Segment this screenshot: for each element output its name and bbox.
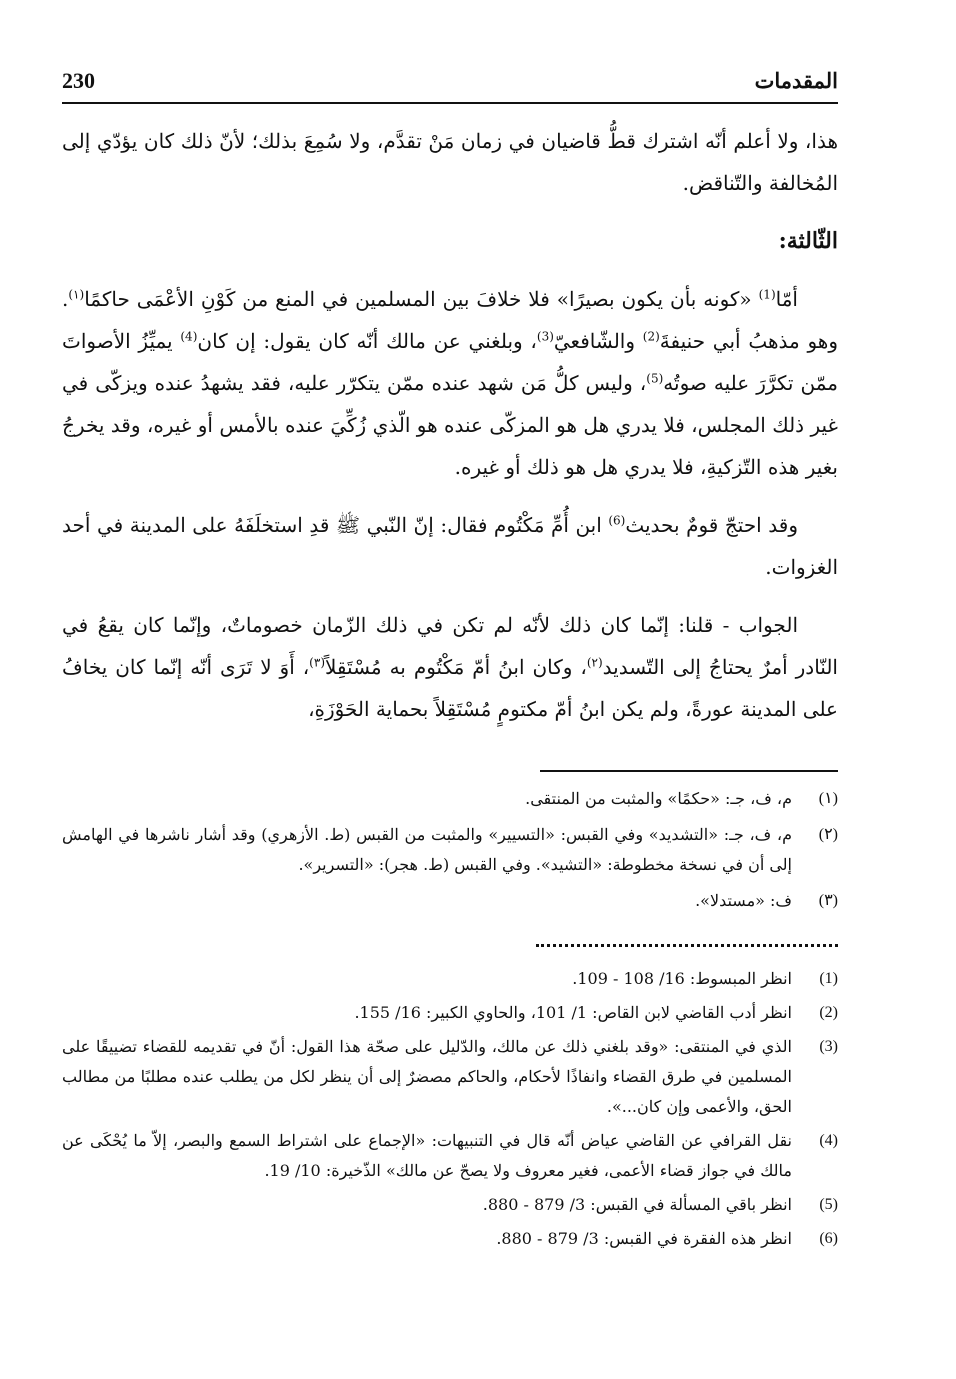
text-run: ، وليس كلُّ مَن شهد عنده ممّن يتكرّر عليه، فقد يشهدُ عنده ويزكّى في غير ذلك المجلس، فلا يدري هل هو المزكّى عنده هو الّذي زُكِّيَ عنده بالأمس أو غيره، وقد يخرجُ بغير هذه التّزكيةِ، فلا يدري هل هو ذلك أو غيره. xyxy=(62,371,838,479)
paragraph-3 xyxy=(62,504,838,588)
footnote-number: (3) xyxy=(819,1038,838,1055)
footnote-ref: (١) xyxy=(68,287,85,302)
footnote-text: انظر هذه الفقرة في القبس: 3/ 879 - 880. xyxy=(496,1229,792,1248)
footnote-number: (٣) xyxy=(818,892,838,909)
footnote-number: (4) xyxy=(819,1132,838,1149)
running-head: المقدمات xyxy=(754,68,838,93)
paragraph-4 xyxy=(62,604,838,730)
text-run: وقد احتجّ قومٌ بحديث xyxy=(625,513,798,537)
footnote-text: نقل القرافي عن القاضي عياض أنّه قال في التنبيهات: «الإجماع على اشتراط السمع والبصر، إلاّ ما يُحْكَى عن مالك في جواز قضاء الأعمى، فغير معروف ولا يصحّ عن مالك» الذّخيرة: 10/ 19. xyxy=(62,1131,792,1180)
text-run: والشّافعيّ xyxy=(553,329,643,353)
footnote-text: انظر باقي المسألة في القبس: 3/ 879 - 880. xyxy=(482,1195,792,1214)
footnote-item xyxy=(62,1190,838,1220)
footnote-text: انظر أدب القاضي لابن القاص: 1/ 101، والحاوي الكبير: 16/ 155. xyxy=(354,1003,792,1022)
paragraph-1: هذا، ولا أعلم أنّه اشترك قطُّ قاضيان في زمان مَنْ تقدَّم، ولا سُمِعَ بذلك؛ لأنّ ذلك كان يؤدّي إلى المُخالفة والتّناقض. xyxy=(62,129,838,195)
variant-footnotes xyxy=(62,784,838,922)
source-footnotes xyxy=(62,964,838,1258)
footnote-text: الذي في المنتقى: «وقد بلغني ذلك عن مالك، والدّليل على صحّة هذا القول: أنّ في تقديمه للقضاء تضييقًا على المسلمين في طرق القضاء وانفاذًا لأحكام، والحاكم مصضرٌ إلى أن ينظر لكل من يطلب عنده مطلبًا من مطالب الحق، والأعمى وإن كان...». xyxy=(62,1037,792,1116)
footnote-ref: (3) xyxy=(536,329,554,344)
footnote-item xyxy=(62,964,838,994)
footnote-item xyxy=(62,820,838,880)
footnote-item xyxy=(62,1126,838,1186)
text-run: يميِّزُ الأصواتَ ممّن تكرَّرَ عليه صوتُه xyxy=(62,329,838,395)
footnote-separator xyxy=(540,770,838,772)
footnote-ref: (٣) xyxy=(309,655,325,670)
footnote-item xyxy=(62,998,838,1028)
text-run: ، وبلغني عن مالك أنّه كان يقول: إن كان xyxy=(197,329,537,353)
footnote-number: (5) xyxy=(819,1196,838,1213)
footnote-ref: (٢) xyxy=(586,655,603,670)
footnote-number: (1) xyxy=(819,970,838,987)
footnote-ref: (1) xyxy=(758,287,776,302)
footnote-item xyxy=(62,1032,838,1122)
page-header xyxy=(62,62,838,104)
text-run: الجواب - قلنا: إنّما كان ذلك لأنّه لم تكن في ذلك الزّمان خصوماتٌ، وإنّما كان يقعُ في النّادر أمرٌ يحتاجُ إلى التّسديد xyxy=(62,613,838,679)
dotted-separator xyxy=(536,944,838,947)
footnote-number: (2) xyxy=(819,1004,838,1021)
footnote-item xyxy=(62,886,838,916)
footnote-ref: (4) xyxy=(180,329,198,344)
footnote-text: ف: «مستدلا». xyxy=(695,891,792,910)
page-number: 230 xyxy=(62,68,95,93)
footnote-text: انظر المبسوط: 16/ 108 - 109. xyxy=(572,969,792,988)
footnote-number: (6) xyxy=(819,1230,838,1247)
text-run: ، أَوَ لا تَرَى أنّه إنّما كان يخافُ على المدينة عورةً، ولم يكن ابنُ أمّ مكتومٍ مُسْتَقِلاً بحماية الحَوْزَةِ، xyxy=(62,655,838,721)
text-run: أمّا xyxy=(775,287,798,311)
footnote-ref: (5) xyxy=(646,371,664,386)
footnote-number: (١) xyxy=(818,790,838,807)
footnote-ref: (2) xyxy=(642,329,660,344)
paragraph-2 xyxy=(62,278,838,488)
footnote-item xyxy=(62,1224,838,1254)
text-run: «كونه بأن يكون بصيرًا» فلا خلافَ بين المسلمين في المنع من كَوْنِ الأعْمَى حاكمًا xyxy=(84,287,759,311)
footnote-text: م، ف، جـ: «التشديد» وفي القبس: «التسيير» والمثبت من القبس (ط. الأزهري) وقد أشار ناشرها في الهامش إلى أن في نسخة مخطوطة: «التشيد». وفي القبس (ط. هجر): «التسرير». xyxy=(62,825,792,874)
main-text xyxy=(62,120,838,746)
footnote-number: (٢) xyxy=(818,826,838,843)
text-run: . وهو مذهبُ أبي حنيفةَ xyxy=(62,287,839,353)
text-run: ، وكان ابنُ أمّ مَكْتُوم به مُسْتَقِلاً xyxy=(325,655,587,679)
footnote-item xyxy=(62,784,838,814)
text-run: ابن أُمِّ مَكْتُوم فقال: إنّ النّبي ﷺ قدِ استخلَفَهُ على المدينة في أحد الغزوات. xyxy=(62,513,838,579)
footnote-text: م، ف، جـ: «حكمًا» والمثبت من المنتقى. xyxy=(525,789,792,808)
footnote-ref: (6) xyxy=(608,513,626,528)
section-heading: الثّالثة: xyxy=(778,228,838,254)
